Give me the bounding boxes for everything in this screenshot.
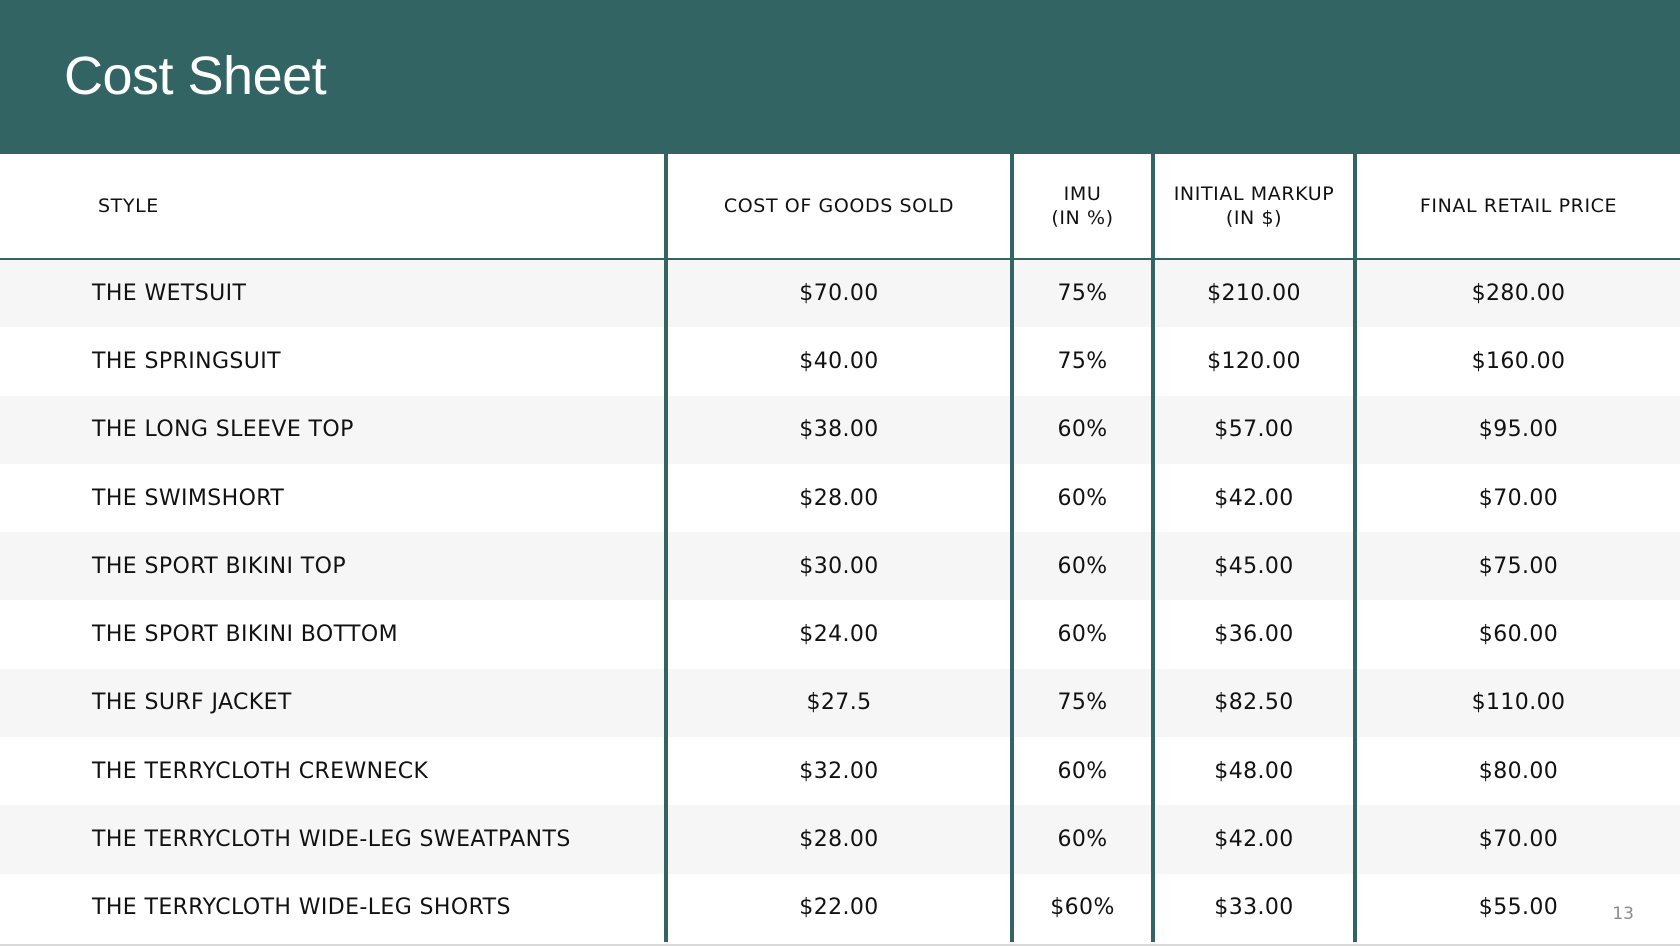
cell-style: THE TERRYCLOTH CREWNECK	[0, 737, 666, 805]
cell-style: THE SURF JACKET	[0, 669, 666, 737]
table-row	[0, 600, 1680, 668]
cell-cogs: $30.00	[666, 532, 1012, 600]
cell-markup: $42.00	[1153, 464, 1355, 532]
cell-imu: 60%	[1012, 464, 1153, 532]
header-markup-line1: INITIAL MARKUP	[1173, 183, 1335, 205]
header-imu	[1012, 154, 1153, 259]
cost-table-container	[0, 154, 1680, 946]
cost-table	[0, 154, 1680, 942]
slide-header	[0, 0, 1680, 154]
header-final-retail: FINAL RETAIL PRICE	[1355, 154, 1680, 259]
cell-markup: $82.50	[1153, 669, 1355, 737]
cell-imu: 60%	[1012, 737, 1153, 805]
cell-imu: 60%	[1012, 805, 1153, 873]
table-row	[0, 737, 1680, 805]
cell-cogs: $40.00	[666, 327, 1012, 395]
cell-markup: $42.00	[1153, 805, 1355, 873]
header-imu-line2: (IN %)	[1051, 207, 1114, 229]
cell-retail: $95.00	[1355, 396, 1680, 464]
table-row	[0, 874, 1680, 942]
header-imu-line1: IMU	[1063, 183, 1102, 205]
cell-imu: 75%	[1012, 327, 1153, 395]
cell-style: THE TERRYCLOTH WIDE-LEG SWEATPANTS	[0, 805, 666, 873]
page-number: 13	[1612, 904, 1634, 924]
table-row	[0, 805, 1680, 873]
cell-retail: $280.00	[1355, 259, 1680, 327]
cell-style: THE SPRINGSUIT	[0, 327, 666, 395]
cell-style: THE LONG SLEEVE TOP	[0, 396, 666, 464]
cell-imu: $60%	[1012, 874, 1153, 942]
cell-cogs: $70.00	[666, 259, 1012, 327]
table-row	[0, 259, 1680, 327]
cell-markup: $210.00	[1153, 259, 1355, 327]
cell-imu: 75%	[1012, 669, 1153, 737]
header-row	[0, 154, 1680, 259]
cell-cogs: $38.00	[666, 396, 1012, 464]
cell-cogs: $32.00	[666, 737, 1012, 805]
cell-imu: 60%	[1012, 600, 1153, 668]
cell-retail: $70.00	[1355, 464, 1680, 532]
cell-retail: $70.00	[1355, 805, 1680, 873]
cell-markup: $57.00	[1153, 396, 1355, 464]
table-row	[0, 532, 1680, 600]
cell-cogs: $28.00	[666, 464, 1012, 532]
cell-retail: $80.00	[1355, 737, 1680, 805]
cell-markup: $48.00	[1153, 737, 1355, 805]
cell-retail: $110.00	[1355, 669, 1680, 737]
table-row	[0, 464, 1680, 532]
table-row	[0, 669, 1680, 737]
cell-style: THE TERRYCLOTH WIDE-LEG SHORTS	[0, 874, 666, 942]
cell-style: THE SPORT BIKINI TOP	[0, 532, 666, 600]
slide-title: Cost Sheet	[64, 46, 327, 106]
cell-cogs: $27.5	[666, 669, 1012, 737]
cell-retail: $55.00	[1355, 874, 1680, 942]
cell-imu: 75%	[1012, 259, 1153, 327]
cell-retail: $75.00	[1355, 532, 1680, 600]
cell-markup: $45.00	[1153, 532, 1355, 600]
header-markup-line2: (IN $)	[1225, 207, 1283, 229]
header-initial-markup	[1153, 154, 1355, 259]
cell-markup: $33.00	[1153, 874, 1355, 942]
cell-style: THE SPORT BIKINI BOTTOM	[0, 600, 666, 668]
cell-cogs: $22.00	[666, 874, 1012, 942]
table-row	[0, 327, 1680, 395]
cell-markup: $36.00	[1153, 600, 1355, 668]
cell-imu: 60%	[1012, 396, 1153, 464]
table-row	[0, 396, 1680, 464]
cell-markup: $120.00	[1153, 327, 1355, 395]
cell-style: THE SWIMSHORT	[0, 464, 666, 532]
cell-retail: $60.00	[1355, 600, 1680, 668]
header-style: STYLE	[0, 154, 666, 259]
header-cogs: COST OF GOODS SOLD	[666, 154, 1012, 259]
cell-style: THE WETSUIT	[0, 259, 666, 327]
cell-cogs: $24.00	[666, 600, 1012, 668]
cell-imu: 60%	[1012, 532, 1153, 600]
table-body	[0, 259, 1680, 942]
cell-cogs: $28.00	[666, 805, 1012, 873]
cell-retail: $160.00	[1355, 327, 1680, 395]
